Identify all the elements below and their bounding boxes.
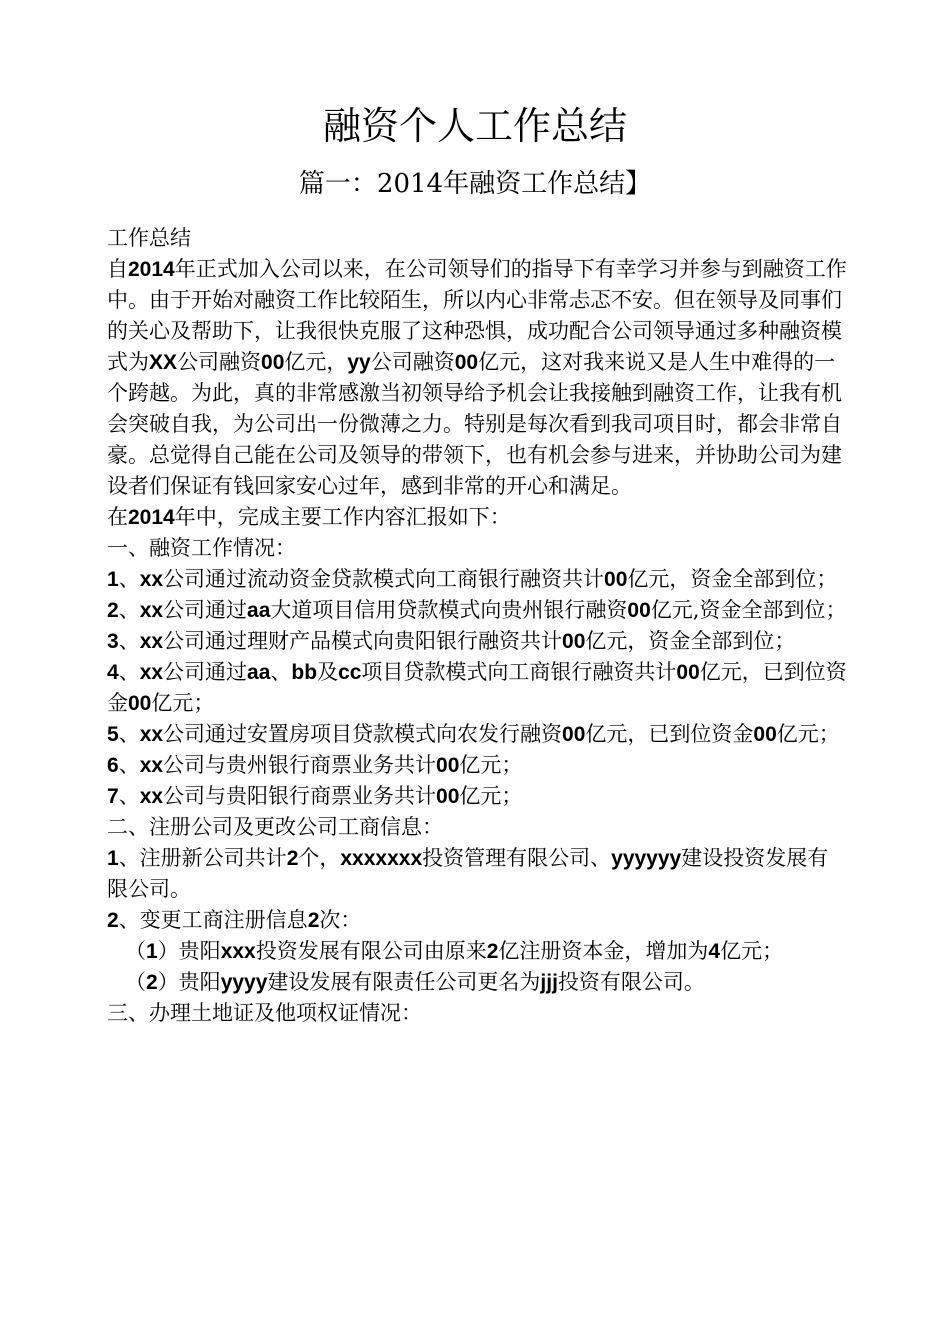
section-heading-registration: 二、注册公司及更改公司工商信息：	[107, 815, 443, 839]
section-heading-financing: 一、融资工作情况：	[107, 536, 296, 560]
list-item-financing-1: 1、xx公司通过流动资金贷款模式向工商银行融资共计00亿元，资金全部到位；	[107, 567, 838, 591]
document-title: 融资个人工作总结	[322, 104, 627, 148]
list-item-financing-4: 4、xx公司通过aa、bb及cc项目贷款模式向工商银行融资共计00亿元，已到位资金00亿元；	[107, 660, 847, 715]
sub-item-registration-change-2: （2）贵阳yyyy建设发展有限责任公司更名为jjj投资有限公司。	[125, 970, 705, 994]
paragraph-heading-work-summary: 工作总结	[107, 226, 191, 250]
list-item-registration-2: 2、变更工商注册信息2次：	[107, 908, 362, 932]
document-subtitle: 篇一：2014年融资工作总结】	[298, 169, 652, 199]
paragraph-intro: 自2014年正式加入公司以来，在公司领导们的指导下有幸学习并参与到融资工作中。由于开始对融资工作比较陌生，所以内心非常忐忑不安。但在领导及同事们的关心及帮助下，让我很快克服了这种恐惧，成功配合公司领导通过多种融资模式为XX公司融资00亿元，yy公司融资00亿元，这对我来说又是人生中难得的一个跨越。为此，真的非常感激当初领导给予机会让我接触到融资工作，让我有机会突破自我，为公司出一份微薄之力。特别是每次看到我司项目时，都会非常自豪。总觉得自己能在公司及领导的带领下，也有机会参与进来，并协助公司为建设者们保证有钱回家安心过年，感到非常的开心和满足。	[107, 257, 847, 498]
list-item-financing-6: 6、xx公司与贵州银行商票业务共计00亿元；	[107, 753, 523, 777]
list-item-registration-1: 1、注册新公司共计2个，xxxxxxx投资管理有限公司、yyyyyy建设投资发展有限公司。	[107, 846, 829, 901]
sub-item-registration-change-1: （1）贵阳xxx投资发展有限公司由原来2亿注册资本金，增加为4亿元；	[125, 939, 784, 963]
paragraph-report-intro: 在2014年中，完成主要工作内容汇报如下：	[107, 505, 511, 529]
list-item-financing-7: 7、xx公司与贵阳银行商票业务共计00亿元；	[107, 784, 523, 808]
section-heading-land-certificates: 三、办理土地证及他项权证情况：	[107, 1001, 422, 1025]
document-body	[107, 223, 847, 1029]
list-item-financing-3: 3、xx公司通过理财产品模式向贵阳银行融资共计00亿元，资金全部到位；	[107, 629, 796, 653]
list-item-financing-5: 5、xx公司通过安置房项目贷款模式向农发行融资00亿元，已到位资金00亿元；	[107, 722, 840, 746]
list-item-financing-2: 2、xx公司通过aa大道项目信用贷款模式向贵州银行融资00亿元,资金全部到位；	[107, 598, 847, 622]
